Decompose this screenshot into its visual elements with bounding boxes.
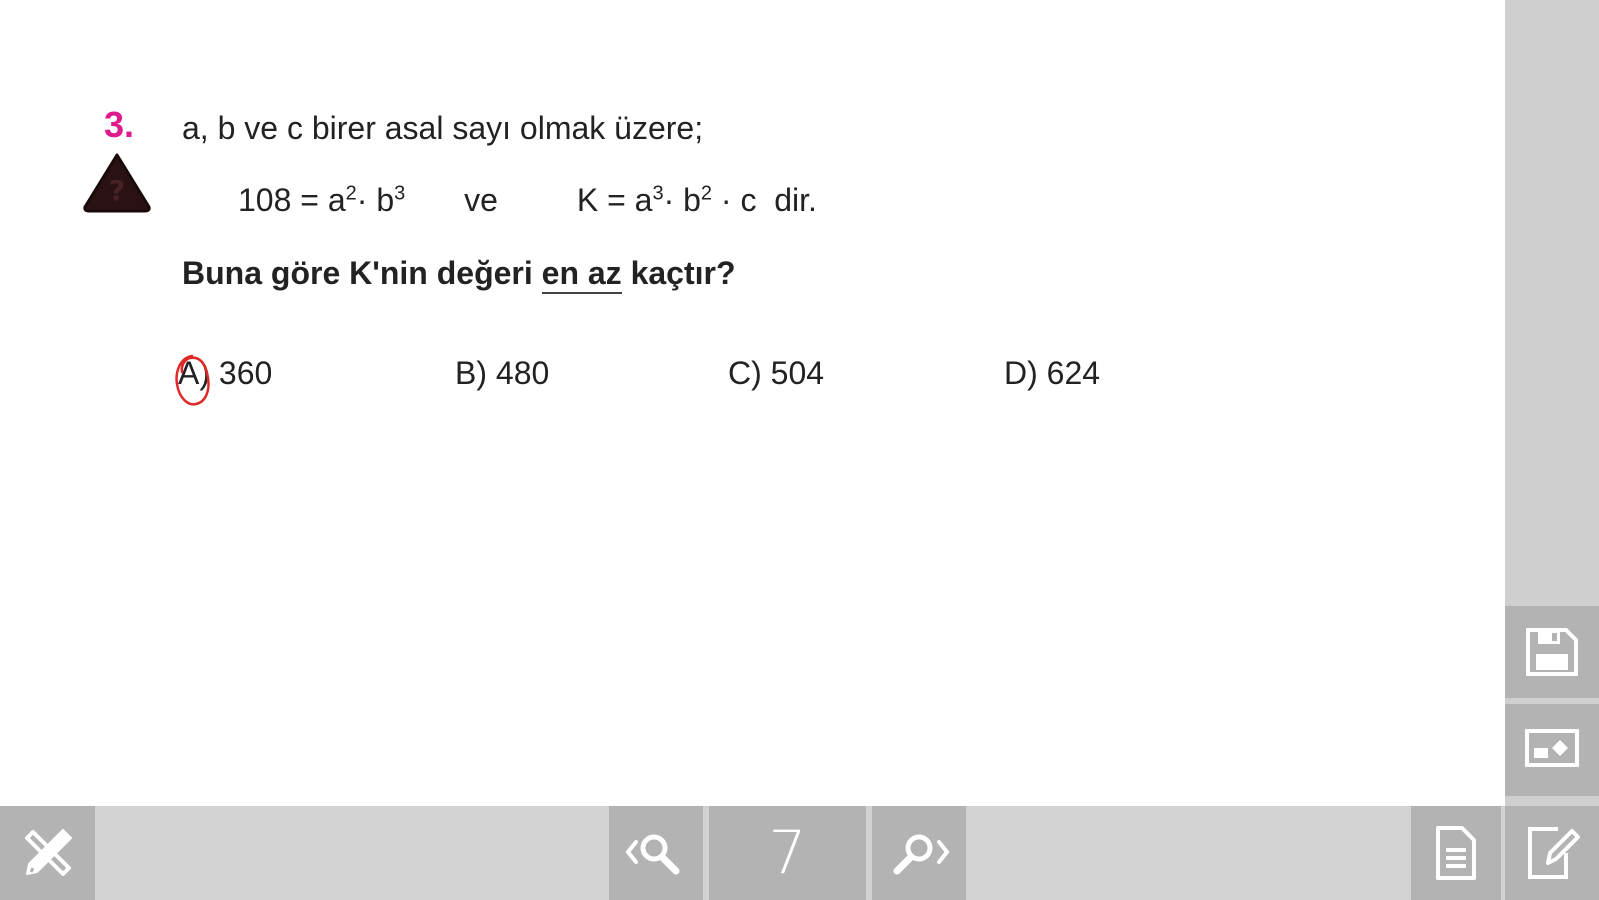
zoom-out-button[interactable] <box>609 806 703 900</box>
document-icon <box>1434 824 1478 882</box>
option-d[interactable]: D) 624 <box>1004 355 1101 391</box>
zoom-in-button[interactable] <box>872 806 966 900</box>
equation-1: $108 = a^2\cdot b^3$ <box>238 182 406 218</box>
zoom-out-icon <box>624 828 688 878</box>
warning-icon <box>82 152 152 214</box>
option-b[interactable]: B) 480 <box>455 355 550 391</box>
equation-row <box>238 182 817 219</box>
answer-mark-circle <box>172 350 220 410</box>
edit-icon <box>1524 823 1580 883</box>
save-icon <box>1524 626 1580 678</box>
underlined-phrase: en az <box>542 255 622 294</box>
page-number-display[interactable] <box>709 806 866 900</box>
tools-button[interactable] <box>0 806 95 900</box>
save-button[interactable] <box>1505 606 1599 698</box>
conjunction: ve <box>464 182 498 218</box>
question-intro: a, b ve c birer asal sayı olmak üzere; <box>182 110 704 146</box>
document-button[interactable] <box>1411 806 1501 900</box>
question-prompt: Buna göre K'nin değeri en az kaçtır? <box>182 255 736 292</box>
pencil-ruler-icon <box>19 824 77 882</box>
edit-button[interactable] <box>1505 806 1599 900</box>
option-a[interactable]: A) 360 <box>178 355 273 391</box>
equation-2: $K = a^3\cdot b^2 \cdot c$ dir. <box>576 182 817 218</box>
option-c[interactable]: C) 504 <box>728 355 825 391</box>
page-number: 7 <box>768 818 807 888</box>
screen-icon <box>1524 728 1580 772</box>
zoom-in-icon <box>887 828 951 878</box>
screen-button[interactable] <box>1505 704 1599 796</box>
question-number: 3. <box>104 104 135 145</box>
svg-text:?: ? <box>108 174 126 207</box>
